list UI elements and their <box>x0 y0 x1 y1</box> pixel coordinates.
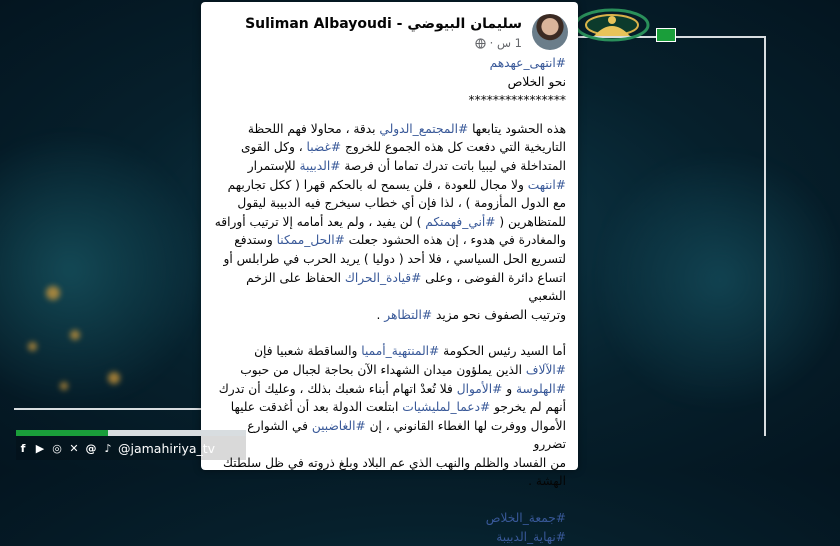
hashtag-link[interactable]: #انتهى_عهدهم <box>489 56 566 70</box>
post-line: اتساع دائرة الفوضى ، وعلى #قيادة_الحراك الحفاظ على الزخم الشعبي <box>246 270 566 304</box>
social-handle-bar <box>16 436 246 460</box>
hashtag-link[interactable]: #الغاضبين <box>311 418 366 433</box>
background-glow-right <box>600 140 840 420</box>
hashtag-link[interactable]: #انتهت <box>527 177 566 192</box>
facebook-post-card <box>201 2 578 544</box>
post-header <box>211 14 568 54</box>
post-line: للمتظاهرين ( #أني_فهمتكم ) لن يفيد ، ولم يعد أمامه إلا ترتيب أوراقه <box>214 214 566 229</box>
post-line: وترتيب الصفوف نحو مزيد #التظاهر . <box>376 307 566 322</box>
post-line: الأموال ووفرت لها الغطاء القانوني ، إن #الغاضبين في الشوارع تضررو <box>247 418 566 452</box>
instagram-icon[interactable]: ◎ <box>52 441 62 455</box>
post-meta <box>475 36 522 50</box>
background-glow-left <box>0 120 200 420</box>
bokeh-light <box>46 286 60 300</box>
post-line: نحو الخلاص <box>507 74 566 89</box>
youtube-icon[interactable]: ▶ <box>35 441 45 455</box>
hashtag-link[interactable]: #المنتهية_أمميا <box>361 344 440 359</box>
post-line: #انتهت ولا مجال للعودة ، فلن يسمح له بالحكم قهرا ( ككل تجاربهم <box>227 177 566 192</box>
post-author-name[interactable]: سليمان البيوضي - Suliman Albayoudi <box>245 16 522 32</box>
post-time[interactable]: 1 س · <box>489 36 522 50</box>
hashtag-link[interactable]: #جمعة_الخلاص <box>485 511 566 526</box>
green-flag-icon <box>656 28 676 42</box>
post-line: من الفساد والظلم والنهب الذي عم البلاد وبلغ ذروته في ظل سلطتك <box>223 455 566 470</box>
hashtag-link[interactable]: #أني_فهمتكم <box>425 214 496 229</box>
bokeh-light <box>60 382 68 390</box>
globe-icon <box>475 38 486 49</box>
frame-line-left <box>14 408 201 410</box>
tiktok-icon[interactable]: ♪ <box>104 441 112 455</box>
threads-icon[interactable]: @ <box>85 441 97 455</box>
channel-logo-icon <box>572 6 654 44</box>
hashtag-link[interactable]: #قيادة_الحراك <box>344 270 422 285</box>
x-icon[interactable]: ✕ <box>69 441 79 455</box>
hashtag-link[interactable]: #غضبا <box>306 140 342 155</box>
post-line: أنهم لم يخرجو #دعما_لمليشيات ابتلعت الدولة بعد أن أغدقت عليها <box>230 400 566 415</box>
hashtag-link[interactable]: #دعما_لمليشيات <box>402 400 491 415</box>
hashtag-link[interactable]: #الأموال <box>456 381 503 396</box>
post-line: مع الدول المأزومة ) ، لذا فإن أي خطاب سيخرج فيه الدبيبة ليقول <box>237 196 566 211</box>
facebook-icon[interactable]: f <box>20 441 26 455</box>
post-line: والمغادرة في هدوء ، إن هذه الحشود جعلت #الحل_ممكنا وستدفع <box>234 233 566 248</box>
bokeh-light <box>108 372 120 384</box>
hashtag-link[interactable]: #الهلوسة <box>515 381 566 396</box>
post-line: الهشة . <box>528 474 566 489</box>
hashtag-link[interactable]: #الحل_ممكنا <box>276 233 345 248</box>
post-line: #الآلاف الذين يملؤون ميدان الشهداء الآن بحاجة لجبال من حبوب <box>240 362 566 377</box>
post-body <box>211 54 566 546</box>
hashtag-link[interactable]: #المجتمع_الدولي <box>379 121 469 136</box>
hashtag-link[interactable]: #التظاهر <box>384 307 433 322</box>
hashtag-link[interactable]: #نهاية_الدبيبة <box>496 529 566 544</box>
post-line: التاريخية التي دفعت كل هذه الجموع للخروج #غضبا ، وكل القوى <box>240 140 566 155</box>
post-line: لتسريع الحل السياسي ، فلا أحد ( دوليا ) يريد الحرب في طرابلس أو <box>223 251 566 266</box>
post-line: أما السيد رئيس الحكومة #المنتهية_أمميا والساقطة شعبيا فإن <box>254 344 566 359</box>
hashtag-link[interactable]: #الدبيبة <box>299 158 341 173</box>
post-line: المتداخلة في ليبيا باتت تدرك تماما أن فرصة #الدبيبة للإستمرار <box>247 158 566 173</box>
avatar[interactable] <box>532 14 568 50</box>
post-line: #الهلوسة و #الأموال فلا تُعدْ اتهام أبناء شعبك بذلك ، وعليك أن تدرك <box>218 381 566 396</box>
post-line: هذه الحشود يتابعها #المجتمع_الدولي بدقة ، محاولا فهم اللحظة <box>247 121 566 136</box>
bokeh-light <box>70 330 80 340</box>
post-line: **************** <box>468 93 566 108</box>
bokeh-light <box>28 342 37 351</box>
channel-handle: @jamahiriya_tv <box>118 440 216 456</box>
hashtag-link[interactable]: #الآلاف <box>525 362 566 377</box>
frame-line-right <box>764 36 766 436</box>
